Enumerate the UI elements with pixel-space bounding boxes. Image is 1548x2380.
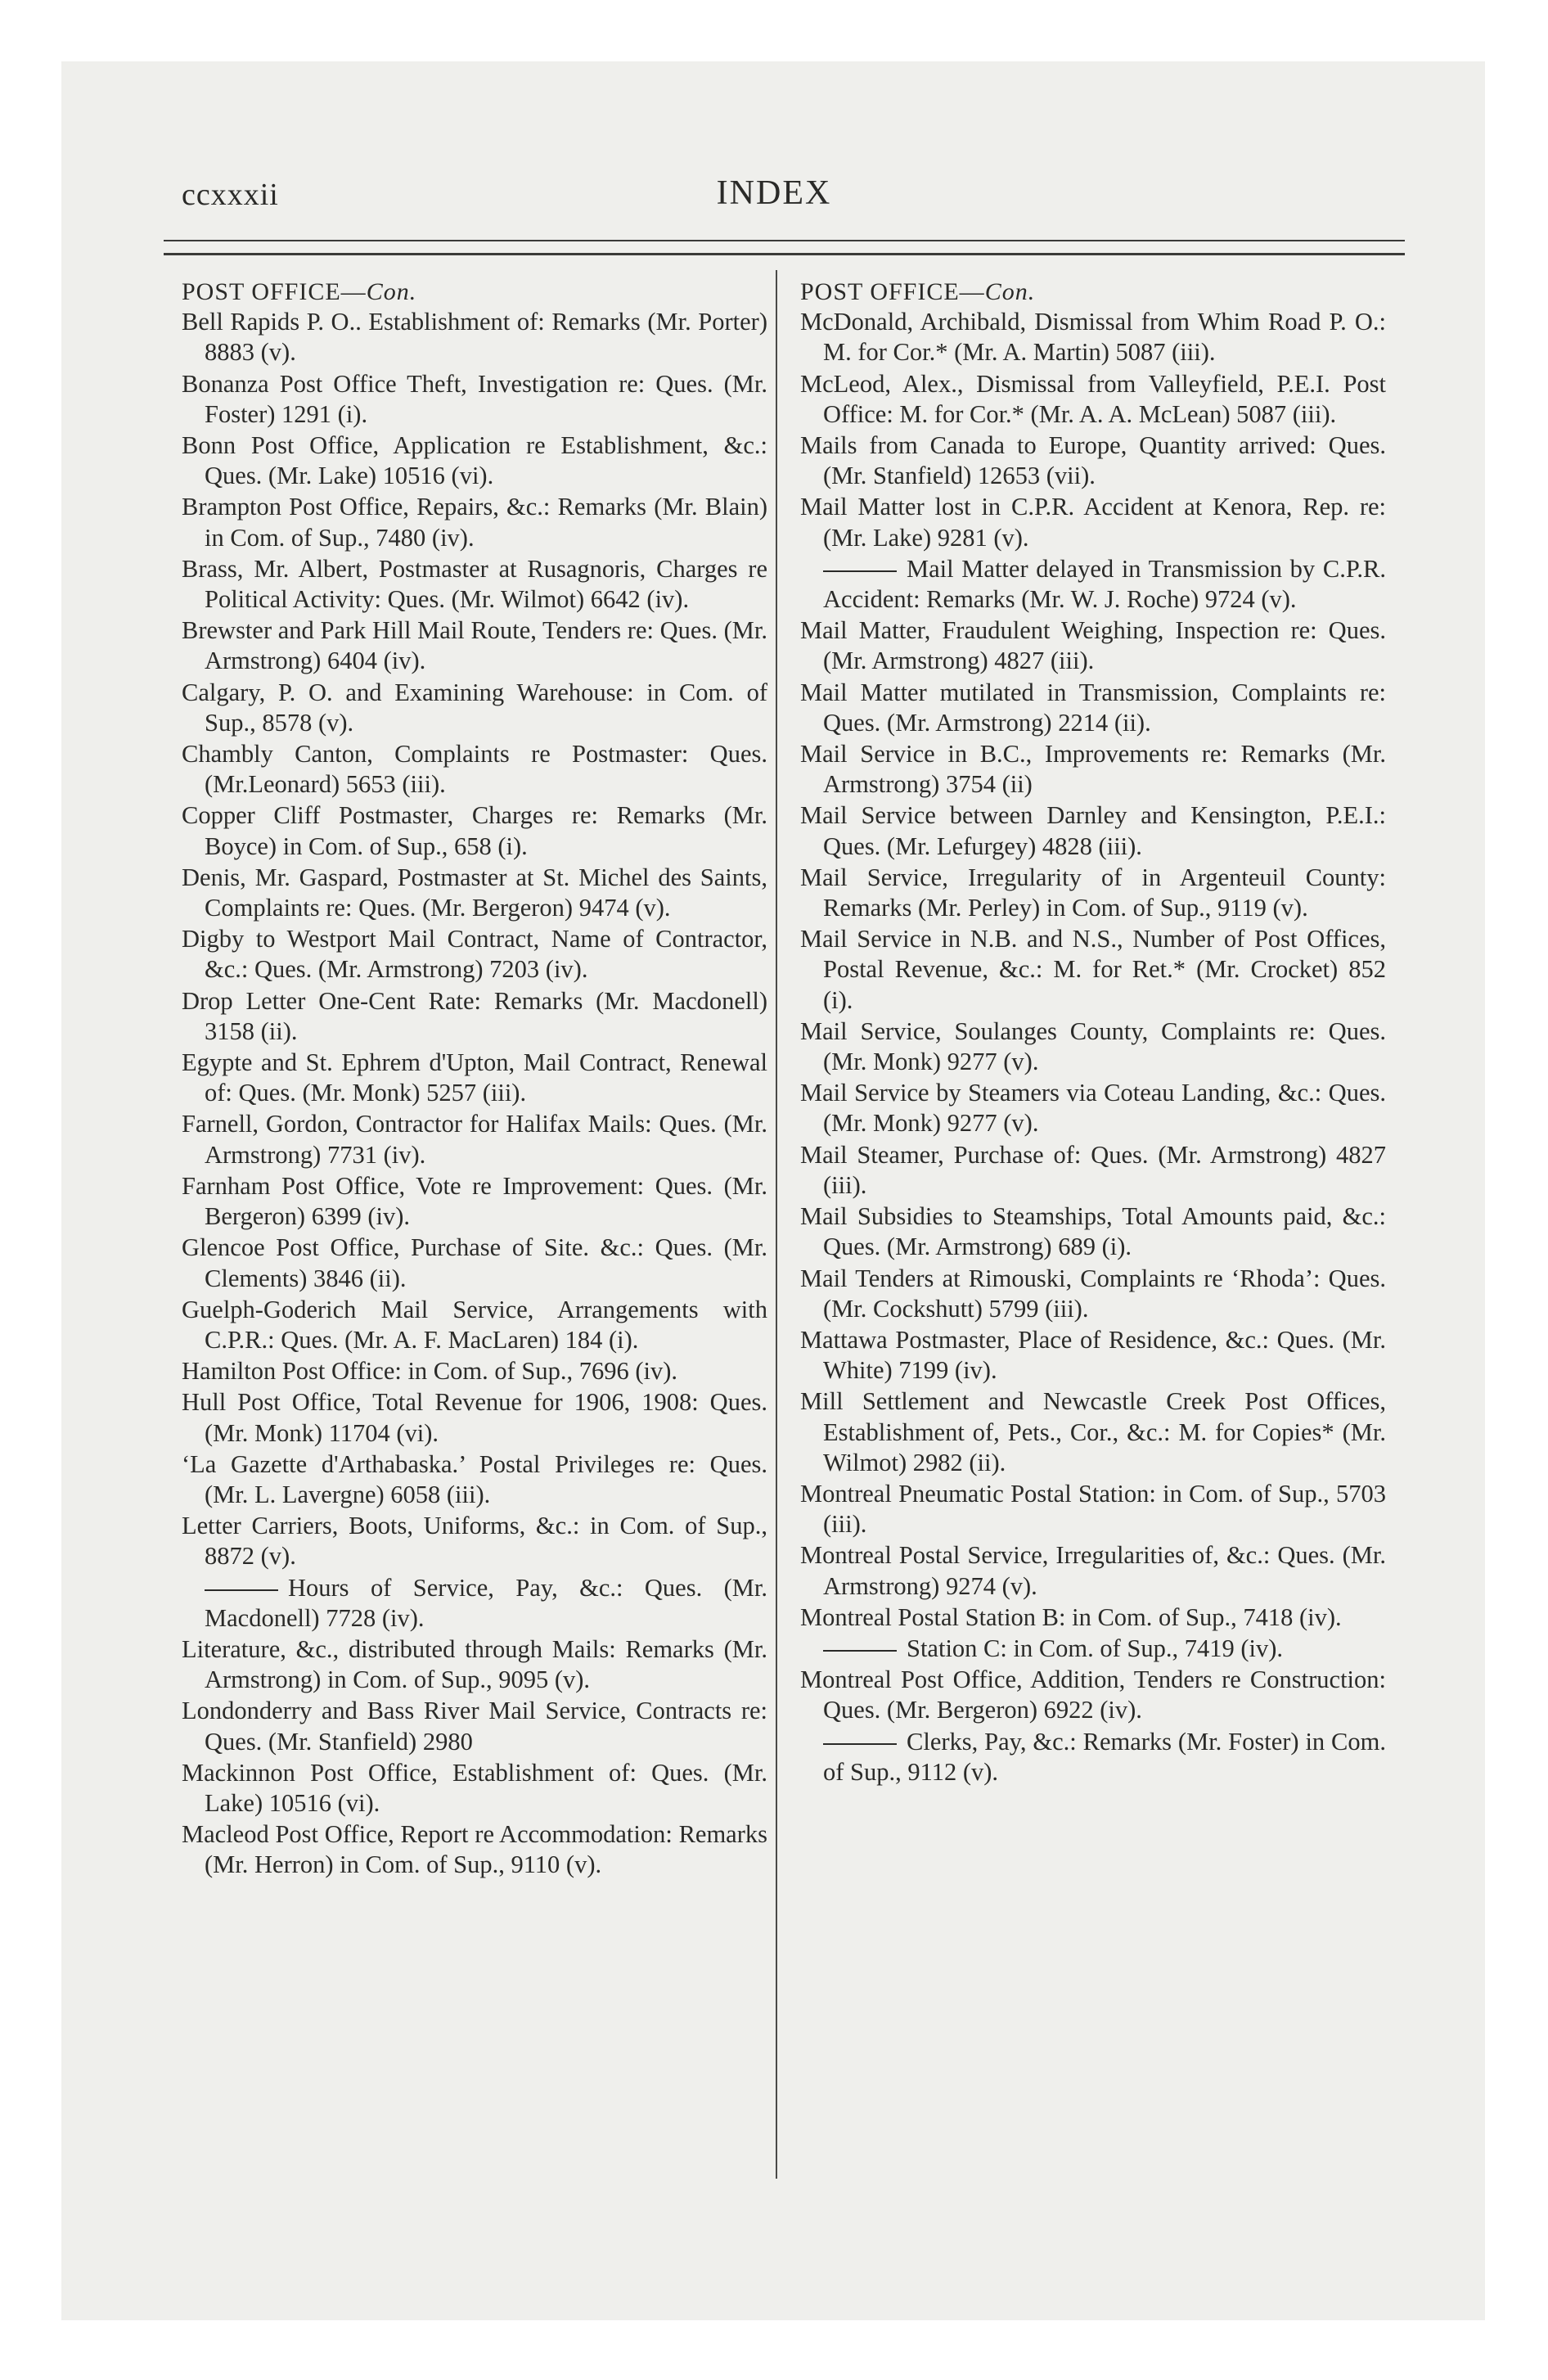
index-entry xyxy=(182,1758,767,1819)
entry-text: Chambly Canton, Complaints re Postmaster: Ques. (Mr.Leonard) 5653 (iii). xyxy=(182,740,767,799)
ditto-dash xyxy=(205,1589,278,1591)
index-entry xyxy=(800,430,1386,491)
index-column-left xyxy=(182,277,767,1882)
entry-text: ‘La Gazette d'Arthabaska.’ Postal Privileges re: Ques. (Mr. L. Lavergne) 6058 (iii). xyxy=(182,1449,767,1508)
index-entry xyxy=(182,924,767,985)
index-entry xyxy=(800,1602,1386,1633)
index-entry xyxy=(182,1109,767,1170)
entry-text: Brampton Post Office, Repairs, &c.: Remarks (Mr. Blain) in Com. of Sup., 7480 (iv). xyxy=(182,493,767,552)
index-entry xyxy=(800,800,1386,861)
entry-text: Hamilton Post Office: in Com. of Sup., 7696 (iv). xyxy=(182,1357,678,1386)
index-entry xyxy=(182,739,767,800)
index-entry xyxy=(800,369,1386,430)
entry-text: Station C: in Com. of Sup., 7419 (iv). xyxy=(907,1634,1284,1662)
index-entry xyxy=(182,1696,767,1756)
index-entry xyxy=(182,369,767,430)
ditto-dash xyxy=(823,1743,897,1745)
entry-text: Mackinnon Post Office, Establishment of: Ques. (Mr. Lake) 10516 (vi). xyxy=(182,1758,767,1817)
index-entry xyxy=(182,1356,767,1386)
entry-text: Mail Service between Darnley and Kensington, P.E.I.: Ques. (Mr. Lefurgey) 4828 (iii). xyxy=(800,801,1386,860)
entry-text: Hours of Service, Pay, &c.: Ques. (Mr. Macdonell) 7728 (iv). xyxy=(205,1573,767,1632)
index-subentry xyxy=(800,1634,1386,1664)
entry-text: Brass, Mr. Albert, Postmaster at Rusagnoris, Charges re Political Activity: Ques. (Mr. Wilmot) 6642 (iv). xyxy=(182,554,767,614)
entry-text: Mail Service, Soulanges County, Complaints re: Ques. (Mr. Monk) 9277 (v). xyxy=(800,1016,1386,1076)
entry-text: Montreal Postal Station B: in Com. of Sup., 7418 (iv). xyxy=(800,1602,1342,1631)
entry-text: Montreal Postal Service, Irregularities of, &c.: Ques. (Mr. Armstrong) 9274 (v). xyxy=(800,1541,1386,1600)
entry-text: Mail Matter mutilated in Transmission, Complaints re: Ques. (Mr. Armstrong) 2214 (ii). xyxy=(800,678,1386,737)
entry-text: Londonderry and Bass River Mail Service, Contracts re: Ques. (Mr. Stanfield) 2980 xyxy=(182,1697,767,1756)
index-entry xyxy=(182,1171,767,1232)
entry-text: Copper Cliff Postmaster, Charges re: Remarks (Mr. Boyce) in Com. of Sup., 658 (i). xyxy=(182,801,767,860)
index-entry xyxy=(800,1078,1386,1138)
entry-text: Mails from Canada to Europe, Quantity arrived: Ques. (Mr. Stanfield) 12653 (vii). xyxy=(800,431,1386,490)
entry-text: Bell Rapids P. O.. Establishment of: Remarks (Mr. Porter) 8883 (v). xyxy=(182,308,767,367)
entry-text: Bonn Post Office, Application re Establishment, &c.: Ques. (Mr. Lake) 10516 (vi). xyxy=(182,431,767,490)
entry-text: Hull Post Office, Total Revenue for 1906, 1908: Ques. (Mr. Monk) 11704 (vi). xyxy=(182,1388,767,1447)
header-rule-thin xyxy=(164,240,1405,241)
entry-text: Mattawa Postmaster, Place of Residence, &c.: Ques. (Mr. White) 7199 (iv). xyxy=(800,1325,1386,1385)
ditto-dash xyxy=(823,570,897,572)
section-heading-cont: Con. xyxy=(984,278,1036,305)
entry-text: Glencoe Post Office, Purchase of Site. &c.: Ques. (Mr. Clements) 3846 (ii). xyxy=(182,1233,767,1292)
entry-text: Farnell, Gordon, Contractor for Halifax Mails: Ques. (Mr. Armstrong) 7731 (iv). xyxy=(182,1110,767,1169)
entry-text: Brewster and Park Hill Mail Route, Tenders re: Ques. (Mr. Armstrong) 6404 (iv). xyxy=(182,616,767,675)
index-entry xyxy=(800,863,1386,923)
entry-text: McDonald, Archibald, Dismissal from Whim Road P. O.: M. for Cor.* (Mr. A. Martin) 5087 (iii). xyxy=(800,308,1386,367)
entry-text: Egypte and St. Ephrem d'Upton, Mail Contract, Renewal of: Ques. (Mr. Monk) 5257 (iii). xyxy=(182,1048,767,1107)
entry-text: Mail Tenders at Rimouski, Complaints re ‘Rhoda’: Ques. (Mr. Cockshutt) 5799 (iii). xyxy=(800,1264,1386,1323)
index-entry xyxy=(800,678,1386,738)
index-entry xyxy=(800,1665,1386,1725)
index-entry xyxy=(182,430,767,491)
index-entry xyxy=(800,307,1386,367)
index-entry xyxy=(800,1140,1386,1201)
entry-text: McLeod, Alex., Dismissal from Valleyfield, P.E.I. Post Office: M. for Cor.* (Mr. A. A. McLean) 5087 (iii). xyxy=(800,369,1386,428)
index-column-right xyxy=(800,277,1386,1788)
index-entry xyxy=(182,1449,767,1510)
index-entry xyxy=(182,1295,767,1355)
column-divider xyxy=(776,270,777,2179)
index-entry xyxy=(800,1479,1386,1539)
section-heading xyxy=(182,277,767,307)
index-subentry xyxy=(800,554,1386,615)
section-heading xyxy=(800,277,1386,307)
entry-text: Mail Subsidies to Steamships, Total Amounts paid, &c.: Ques. (Mr. Armstrong) 689 (i). xyxy=(800,1202,1386,1261)
entry-text: Drop Letter One-Cent Rate: Remarks (Mr. Macdonell) 3158 (ii). xyxy=(182,986,767,1045)
index-entry xyxy=(800,492,1386,552)
entry-text: Macleod Post Office, Report re Accommodation: Remarks (Mr. Herron) in Com. of Sup., 9110 (v). xyxy=(182,1820,767,1879)
entry-text: Mail Service in B.C., Improvements re: Remarks (Mr. Armstrong) 3754 (ii) xyxy=(800,740,1386,799)
entry-text: Mail Service in N.B. and N.S., Number of Post Offices, Postal Revenue, &c.: M. for Ret.* (Mr. Crocket) 852 (i). xyxy=(800,925,1386,1014)
index-entry xyxy=(182,615,767,676)
index-entry xyxy=(182,307,767,367)
entry-text: Denis, Mr. Gaspard, Postmaster at St. Michel des Saints, Complaints re: Ques. (Mr. Bergeron) 9474 (v). xyxy=(182,863,767,922)
index-entry xyxy=(182,1819,767,1880)
index-entries-left xyxy=(182,307,767,1880)
entry-text: Montreal Pneumatic Postal Station: in Com. of Sup., 5703 (iii). xyxy=(800,1479,1386,1539)
entry-text: Letter Carriers, Boots, Uniforms, &c.: in Com. of Sup., 8872 (v). xyxy=(182,1512,767,1571)
index-entry xyxy=(800,1540,1386,1601)
ditto-dash xyxy=(823,1650,897,1652)
entry-text: Calgary, P. O. and Examining Warehouse: in Com. of Sup., 8578 (v). xyxy=(182,678,767,737)
index-entry xyxy=(800,615,1386,676)
index-entry xyxy=(182,678,767,738)
index-subentry xyxy=(800,1727,1386,1787)
index-entry xyxy=(800,1386,1386,1478)
index-entry xyxy=(182,1387,767,1448)
index-entry xyxy=(800,924,1386,1016)
index-entry xyxy=(800,1264,1386,1324)
index-entry xyxy=(800,1016,1386,1077)
entry-text: Digby to Westport Mail Contract, Name of Contractor, &c.: Ques. (Mr. Armstrong) 7203 (iv). xyxy=(182,925,767,984)
index-entry xyxy=(182,1634,767,1695)
entry-text: Farnham Post Office, Vote re Improvement: Ques. (Mr. Bergeron) 6399 (iv). xyxy=(182,1171,767,1231)
entry-text: Mail Matter, Fraudulent Weighing, Inspection re: Ques. (Mr. Armstrong) 4827 (iii). xyxy=(800,616,1386,675)
header-rule-thick xyxy=(164,253,1405,255)
entry-text: Montreal Post Office, Addition, Tenders re Construction: Ques. (Mr. Bergeron) 6922 (iv). xyxy=(800,1666,1386,1724)
index-entry xyxy=(182,554,767,615)
running-head-title: INDEX xyxy=(716,174,832,212)
index-entry xyxy=(800,1201,1386,1262)
index-entry xyxy=(182,1511,767,1571)
section-heading-main: POST OFFICE— xyxy=(800,278,985,305)
index-entry xyxy=(182,863,767,923)
entry-text: Mill Settlement and Newcastle Creek Post Offices, Establishment of, Pets., Cor., &c.: M. for Copies* (Mr. Wilmot) 2982 (ii). xyxy=(800,1387,1386,1476)
section-heading-cont: Con. xyxy=(366,278,417,305)
index-entry xyxy=(182,800,767,861)
index-entry xyxy=(182,986,767,1047)
index-entry xyxy=(182,1048,767,1108)
index-entry xyxy=(182,1233,767,1293)
page-number: ccxxxii xyxy=(182,178,279,212)
section-heading-main: POST OFFICE— xyxy=(182,278,367,305)
index-entry xyxy=(800,1325,1386,1386)
entry-text: Mail Service by Steamers via Coteau Landing, &c.: Ques. (Mr. Monk) 9277 (v). xyxy=(800,1079,1386,1138)
entry-text: Mail Service, Irregularity of in Argenteuil County: Remarks (Mr. Perley) in Com. of Sup., 9119 (v). xyxy=(800,863,1386,922)
index-entry xyxy=(800,739,1386,800)
entry-text: Literature, &c., distributed through Mails: Remarks (Mr. Armstrong) in Com. of Sup., 9095 (v). xyxy=(182,1634,767,1694)
index-subentry xyxy=(182,1573,767,1634)
entry-text: Mail Matter lost in C.P.R. Accident at Kenora, Rep. re: (Mr. Lake) 9281 (v). xyxy=(800,493,1386,552)
index-entry xyxy=(182,492,767,552)
entry-text: Mail Matter delayed in Transmission by C.P.R. Accident: Remarks (Mr. W. J. Roche) 9724 (v). xyxy=(823,554,1386,614)
entry-text: Guelph-Goderich Mail Service, Arrangements with C.P.R.: Ques. (Mr. A. F. MacLaren) 184 (i). xyxy=(182,1295,767,1354)
entry-text: Clerks, Pay, &c.: Remarks (Mr. Foster) in Com. of Sup., 9112 (v). xyxy=(823,1727,1386,1786)
index-entries-right xyxy=(800,307,1386,1787)
entry-text: Mail Steamer, Purchase of: Ques. (Mr. Armstrong) 4827 (iii). xyxy=(800,1140,1386,1199)
entry-text: Bonanza Post Office Theft, Investigation re: Ques. (Mr. Foster) 1291 (i). xyxy=(182,369,767,428)
